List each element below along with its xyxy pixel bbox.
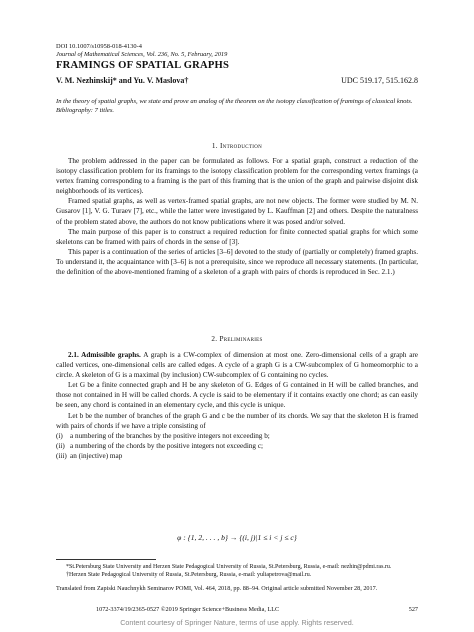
list-text: a numbering of the chords by the positive integers not exceeding c;: [70, 441, 264, 450]
udc-code: UDC 519.17, 515.162.8: [341, 76, 418, 85]
list-number: (iii): [56, 451, 67, 460]
list-item: [56, 431, 418, 441]
preliminaries-body: [56, 350, 418, 461]
paragraph: Let b be the number of branches of the graph G and c be the number of its chords. We say that the skeleton H is framed with pairs of chords if we have a triple consisting of: [56, 411, 418, 430]
paragraph: [56, 350, 418, 380]
abstract: In the theory of spatial graphs, we state and prove an analog of the theorem on the isotopy classification of framings of classical knots. Bibliography: 7 titles.: [56, 98, 413, 114]
footnote-rule: [56, 559, 156, 560]
translation-note: Translated from Zapiski Nauchnykh Seminarov POMI, Vol. 464, 2018, pp. 88–94. Original article submitted November 28, 2017.: [56, 585, 378, 592]
doi-line: DOI 10.1007/s10958-018-4130-4: [56, 43, 142, 50]
subsection-title: 2.1. Admissible graphs.: [68, 351, 141, 359]
journal-line: Journal of Mathematical Sciences, Vol. 236, No. 5, February, 2019: [56, 51, 228, 58]
list-item: [56, 441, 418, 451]
courtesy-notice: Content courtesy of Springer Nature, terms of use apply. Rights reserved.: [120, 618, 354, 627]
authors: V. M. Nezhinskij* and Yu. V. Maslova†: [56, 76, 189, 85]
page-number: 527: [408, 606, 418, 613]
paragraph: Framed spatial graphs, as well as vertex-framed spatial graphs, are not new objects. The former were studied by M. N. Gusarov [1], V. G. Turaev [7], etc., while the latter were investigated by L. Kauffman [2] and others. Despite the naturalness of the problem stated above, the authors do not know publications where it was posed and/or solved.: [56, 197, 418, 226]
list-number: (ii): [56, 441, 65, 450]
introduction-body: [56, 156, 418, 277]
paragraph: This paper is a continuation of the series of articles [3–6] devoted to the study of (partially or completely) framed graphs. To understand it, the acquaintance with [3–6] is not a prerequisite, since we reproduce all necessary statements. (In particular, the definition of the above-mentioned framing of a skeleton of a graph with pairs of chords is reproduced in Sec. 2.1.): [56, 247, 418, 277]
list-text: an (injective) map: [70, 451, 123, 460]
list-number: (i): [56, 431, 63, 440]
article-title: FRAMINGS OF SPATIAL GRAPHS: [56, 60, 230, 71]
issn-copyright: 1072-3374/19/2365-0527 ©2019 Springer Science+Business Media, LLC: [96, 606, 280, 613]
section-heading-introduction: 1. Introduction: [211, 142, 263, 150]
footnotes: [56, 563, 418, 580]
list-text: a numbering of the branches by the positive integers not exceeding b;: [70, 431, 270, 440]
paragraph: The problem addressed in the paper can be formulated as follows. For a spatial graph, construct a reduction of the isotopy classification problem for its framings to the isotopy classification problem for the corresponding vertex framings (a vertex framing corresponding to a framing is the part of this framing that is the union of the graph and pairwise disjoint disk neighborhoods of its vertices).: [56, 157, 418, 196]
paragraph-text: A graph is a CW-complex of dimension at most one. Zero-dimensional cells of a graph are called vertices, one-dimensional cells are called edges. A cycle of a graph G is a CW-subcomplex of G homeomorphic to a circle. A skeleton of G is a maximal (by inclusion) CW-subcomplex of G containing no cycles.: [56, 351, 418, 380]
footnote: *St.Petersburg State University and Herzen State Pedagogical University of Russia, St.Petersburg, Russia, e-mail: nezhin@pdmi.ras.ru.: [66, 564, 392, 570]
footnote: †Herzen State Pedagogical University of Russia, St.Petersburg, Russia, e-mail: yuliapetrova@mail.ru.: [66, 572, 312, 579]
formula: φ : {1, 2, . . . , b} → {(i, j)|1 ≤ i < j ≤ c}: [177, 533, 297, 542]
paragraph: The main purpose of this paper is to construct a required reduction for finite connected spatial graphs for which some skeletons can be framed with pairs of chords in the sense of [3].: [56, 227, 418, 246]
paragraph: Let G be a finite connected graph and H be any skeleton of G. Edges of G contained in H will be called branches, and those not contained in H will be called chords. A cycle is said to be elementary if it contains exactly one chord; as can easily be seen, any chord is contained in an elementary cycle, and this cycle is unique.: [56, 381, 418, 410]
section-heading-preliminaries: 2. Preliminaries: [211, 335, 263, 343]
list-item: [56, 451, 418, 461]
